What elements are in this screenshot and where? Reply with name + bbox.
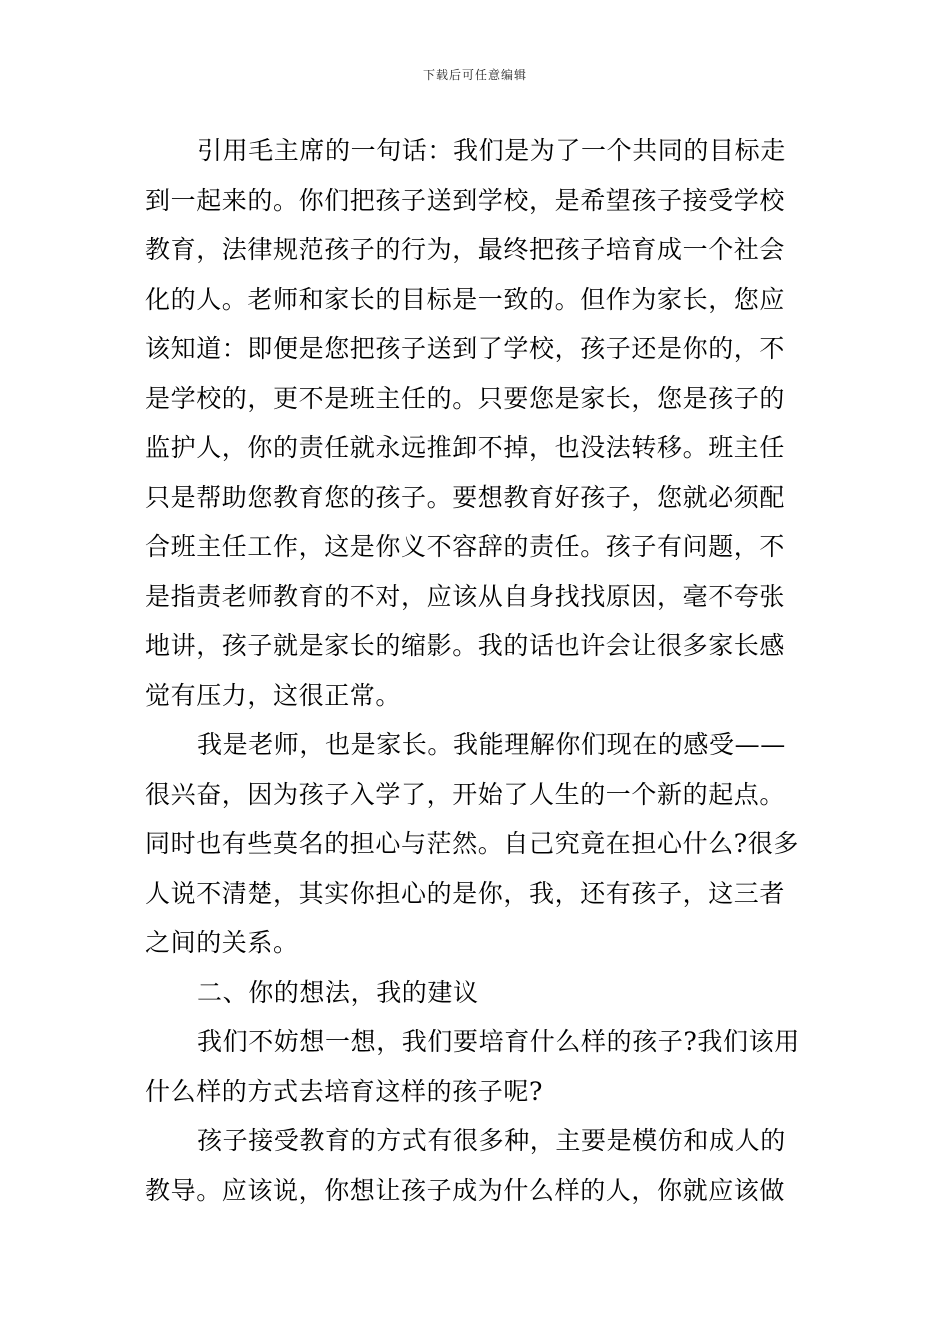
text-line: 之间的关系。 xyxy=(145,928,299,957)
text-line: 同时也有些莫名的担心与茫然。自己究竟在担心什么?很多 xyxy=(145,829,800,858)
text-line: 我是老师，也是家长。我能理解你们现在的感受—— xyxy=(197,730,786,759)
text-line: 只是帮助您教育您的孩子。要想教育好孩子，您就必须配 xyxy=(145,482,786,512)
text-line: 化的人。老师和家长的目标是一致的。但作为家长，您应 xyxy=(145,284,786,314)
page-header: 下载后可任意编辑 xyxy=(422,68,527,82)
text-line: 孩子接受教育的方式有很多种，主要是模仿和成人的 xyxy=(197,1126,786,1155)
text-line: 合班主任工作，这是你义不容辞的责任。孩子有问题，不 xyxy=(145,532,786,561)
section-heading: 二、你的想法，我的建议 xyxy=(197,977,479,1007)
text-line: 教导。应该说，你想让孩子成为什么样的人，你就应该做 xyxy=(145,1175,786,1205)
text-line: 监护人，你的责任就永远推卸不掉，也没法转移。班主任 xyxy=(145,433,786,462)
text-line: 该知道：即便是您把孩子送到了学校，孩子还是你的，不 xyxy=(145,334,786,363)
text-line: 很兴奋，因为孩子入学了，开始了人生的一个新的起点。 xyxy=(145,779,786,809)
text-line: 什么样的方式去培育这样的孩子呢? xyxy=(145,1076,544,1106)
text-line: 觉有压力，这很正常。 xyxy=(145,680,402,710)
text-line: 人说不清楚，其实你担心的是你，我，还有孩子，这三者 xyxy=(145,878,786,908)
text-line: 是学校的，更不是班主任的。只要您是家长，您是孩子的 xyxy=(145,383,786,413)
document-body xyxy=(145,126,807,1215)
text-line: 到一起来的。你们把孩子送到学校，是希望孩子接受学校 xyxy=(145,185,786,215)
text-line: 引用毛主席的一句话：我们是为了一个共同的目标走 xyxy=(197,136,786,165)
text-line: 地讲，孩子就是家长的缩影。我的话也许会让很多家长感 xyxy=(145,631,786,660)
text-line: 教育，法律规范孩子的行为，最终把孩子培育成一个社会 xyxy=(145,235,786,264)
text-line: 我们不妨想一想，我们要培育什么样的孩子?我们该用 xyxy=(197,1027,800,1056)
text-line: 是指责老师教育的不对，应该从自身找找原因，毫不夸张 xyxy=(145,581,786,611)
